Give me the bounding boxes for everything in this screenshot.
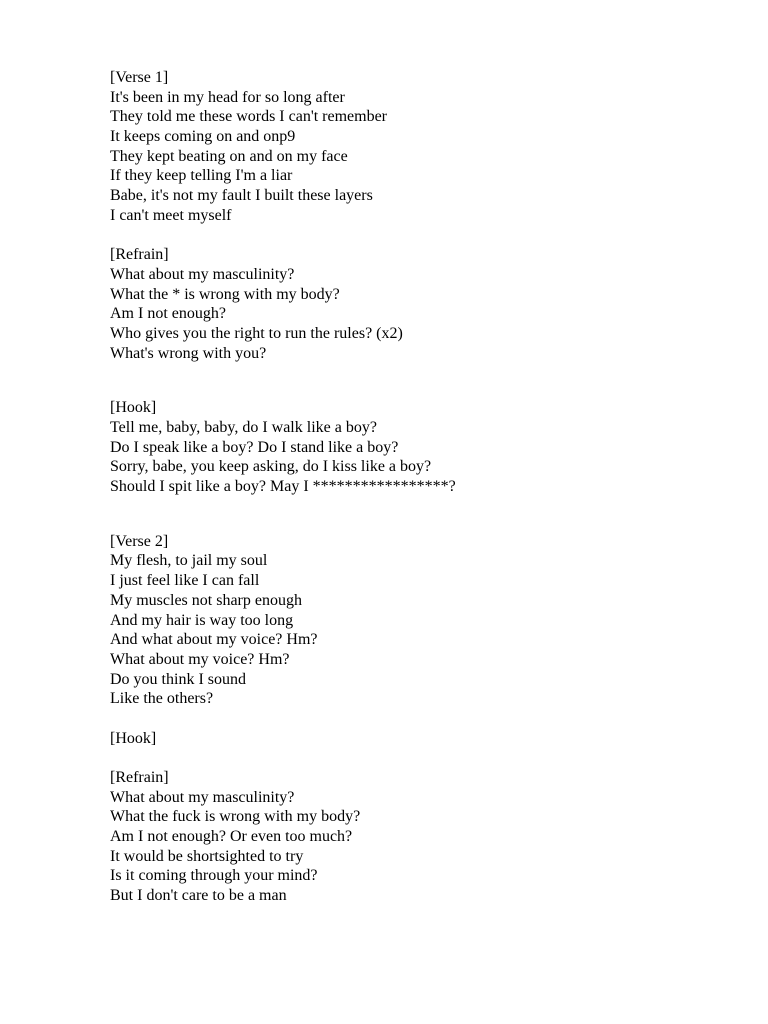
section-heading: [Hook] xyxy=(110,729,157,747)
section-heading: [Verse 2] xyxy=(110,532,169,550)
lyric-line: And what about my voice? Hm? xyxy=(110,631,318,649)
lyrics-text xyxy=(110,68,730,906)
lyric-line: Do I speak like a boy? Do I stand like a boy? xyxy=(110,438,399,456)
lyric-line: Am I not enough? xyxy=(110,305,226,323)
lyric-line: I can't meet myself xyxy=(110,206,232,224)
lyric-line: What the * is wrong with my body? xyxy=(110,285,340,303)
lyric-line: What's wrong with you? xyxy=(110,344,267,362)
section-verse-1 xyxy=(110,68,730,226)
lyric-line: My muscles not sharp enough xyxy=(110,591,302,609)
lyric-line: What about my voice? Hm? xyxy=(110,650,290,668)
lyric-line: If they keep telling I'm a liar xyxy=(110,167,293,185)
lyric-line: Am I not enough? Or even too much? xyxy=(110,828,353,846)
lyric-line: Babe, it's not my fault I built these layers xyxy=(110,187,373,205)
section-heading: [Refrain] xyxy=(110,769,169,786)
lyric-line: Tell me, baby, baby, do I walk like a boy? xyxy=(110,419,377,436)
section-hook-2 xyxy=(110,729,730,749)
lyric-line: Who gives you the right to run the rules? (x2) xyxy=(110,324,403,342)
section-verse-2 xyxy=(110,532,730,709)
lyric-line: Sorry, babe, you keep asking, do I kiss like a boy? xyxy=(110,458,432,476)
lyric-line: My flesh, to jail my soul xyxy=(110,552,268,570)
lyric-line: It keeps coming on and onp9 xyxy=(110,128,296,146)
lyric-line: But I don't care to be a man xyxy=(110,887,287,905)
lyric-line: It would be shortsighted to try xyxy=(110,847,304,865)
lyric-line: They kept beating on and on my face xyxy=(110,147,348,165)
lyric-line: They told me these words I can't remember xyxy=(110,108,388,126)
lyric-line: What about my masculinity? xyxy=(110,265,295,283)
lyric-line: And my hair is way too long xyxy=(110,611,294,629)
section-refrain-1 xyxy=(110,245,730,363)
lyric-line: What the fuck is wrong with my body? xyxy=(110,808,361,826)
section-hook-1 xyxy=(110,398,730,496)
lyric-line: Should I spit like a boy? May I *****************? xyxy=(110,478,456,496)
lyric-line: It's been in my head for so long after xyxy=(110,88,345,106)
section-refrain-2 xyxy=(110,768,730,906)
lyric-line: Is it coming through your mind? xyxy=(110,867,318,885)
section-heading: [Verse 1] xyxy=(110,69,169,86)
section-heading: [Hook] xyxy=(110,399,157,417)
lyric-line: I just feel like I can fall xyxy=(110,572,260,590)
section-heading: [Refrain] xyxy=(110,246,169,264)
lyric-line: What about my masculinity? xyxy=(110,788,295,806)
lyric-line: Like the others? xyxy=(110,690,214,708)
lyric-line: Do you think I sound xyxy=(110,670,246,688)
